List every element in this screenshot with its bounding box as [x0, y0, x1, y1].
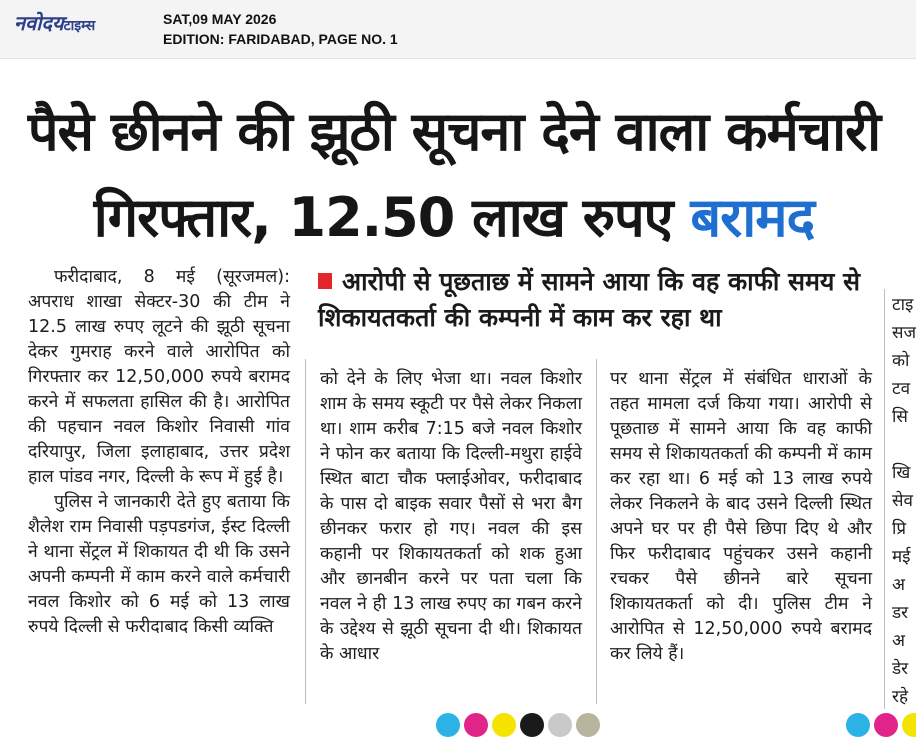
fragment-line: डर — [892, 603, 909, 623]
subheading-text: आरोपी से पूछताछ में सामने आया कि वह काफी समय से शिकायतकर्ता की कम्पनी में काम कर रहा था — [318, 267, 861, 332]
article-headline — [14, 89, 894, 261]
issue-date: SAT,09 MAY 2026 — [163, 11, 277, 27]
column-divider — [596, 359, 597, 704]
fragment-line: टव — [892, 379, 911, 399]
column-1-paragraph-1: फरीदाबाद, 8 मई (सूरजमल): अपराध शाखा सेक्टर-30 की टीम ने 12.5 लाख रुपए लूटने की झूठी सूचना देकर गुमराह करने वाले आरोपित को गिरफ्तार कर 12,50,000 रुपये बरामद करने में सफलता हासिल की है। आरोपित की पहचान नवल किशोर निवासी गांव दरियापुर, जिला इलाहाबाद, उत्तर प्रदेश हाल पांडव नगर, दिल्ली के रूप में हुई है। — [28, 267, 290, 487]
fragment-line: सि — [892, 407, 908, 427]
black-registration-dot — [520, 713, 544, 737]
red-square-bullet-icon — [318, 273, 332, 289]
headline-line-2 — [14, 175, 894, 261]
yellow-registration-dot — [902, 713, 916, 737]
column-2-paragraph-1: को देने के लिए भेजा था। नवल किशोर शाम के समय स्कूटी पर पैसे लेकर निकला था। शाम करीब 7:15 बजे नवल किशोर ने फोन कर बताया कि दिल्ली-मथुरा हाईवे स्थित बाटा चौक फ्लाईओवर, फरीदाबाद के पास दो बाइक सवार पैसों से भरा बैग छीनकर फरार हो गए। नवल की इस कहानी पर शिकायतकर्ता को शक हुआ और छानबीन करने पर पता चला कि नवल ने ही 13 लाख रुपए का गबन करने के उद्देश्य से झूठी सूचना दी थी। शिकायत के आधार — [320, 369, 582, 664]
magenta-registration-dot — [874, 713, 898, 737]
logo-main-text: नवोदय — [14, 11, 64, 35]
fragment-line: अ — [892, 575, 905, 595]
fragment-line: टाइ — [892, 295, 914, 315]
fragment-line: अ — [892, 631, 905, 651]
adjacent-article-fragment — [892, 291, 916, 711]
fragment-line: रहे — [892, 687, 908, 707]
fragment-line: खि — [892, 463, 911, 483]
headline-highlight: बरामद — [690, 186, 815, 249]
masthead-bar — [0, 0, 916, 59]
fragment-line: मई — [892, 547, 911, 567]
gray-registration-dot — [548, 713, 572, 737]
column-divider — [305, 359, 306, 704]
edition-info — [163, 9, 398, 49]
column-1-paragraph-2: पुलिस ने जानकारी देते हुए बताया कि शैलेश राम निवासी पड़पडगंज, ईस्ट दिल्ली ने थाना सेंट्रल में शिकायत दी थी कि उसने अपनी कम्पनी में काम करने वाले कर्मचारी नवल किशोर को 6 मई को 13 लाख रुपये दिल्ली से फरीदाबाद किसी व्यक्ति — [28, 492, 290, 637]
headline-line-1: पैसे छीनने की झूठी सूचना देने वाला कर्मचारी — [27, 100, 881, 163]
fragment-line: सेव — [892, 491, 913, 511]
tan-registration-dot — [576, 713, 600, 737]
logo-sub-text: टाइम्स — [63, 18, 96, 34]
fragment-line: सज — [892, 323, 916, 343]
cyan-registration-dot — [436, 713, 460, 737]
headline-line-2-main: गिरफ्तार, 12.50 लाख रुपए — [93, 186, 673, 249]
article-column-1 — [28, 265, 290, 640]
fragment-line: डेर — [892, 659, 909, 679]
fragment-line: प्रि — [892, 519, 907, 539]
article-subheading — [318, 264, 878, 336]
article-column-2 — [320, 367, 582, 667]
fragment-line — [892, 431, 916, 459]
column-divider — [884, 289, 885, 709]
newspaper-logo[interactable] — [14, 10, 95, 36]
yellow-registration-dot — [492, 713, 516, 737]
cyan-registration-dot — [846, 713, 870, 737]
magenta-registration-dot — [464, 713, 488, 737]
newspaper-page — [0, 59, 916, 711]
edition-page: EDITION: FARIDABAD, PAGE NO. 1 — [163, 31, 398, 47]
column-3-paragraph-1: पर थाना सेंट्रल में संबंधित धाराओं के तहत मामला दर्ज किया गया। आरोपी से पूछताछ में सामने आया कि वह काफी समय से शिकायतकर्ता की कम्पनी में काम कर रहा था। 6 मई को 13 लाख रुपये लेकर निकलने के बाद उसने दिल्ली स्थित अपने घर पर ही पैसे छिपा दिए थे और फिर फरीदाबाद पहुंचकर उसने कहानी रचकर पैसे छीनने बारे सूचना शिकायतकर्ता को दी। पुलिस टीम ने आरोपित से 12,50,000 रुपये बरामद कर लिये हैं। — [610, 369, 872, 664]
fragment-line: को — [892, 351, 910, 371]
article-column-3 — [610, 367, 872, 667]
